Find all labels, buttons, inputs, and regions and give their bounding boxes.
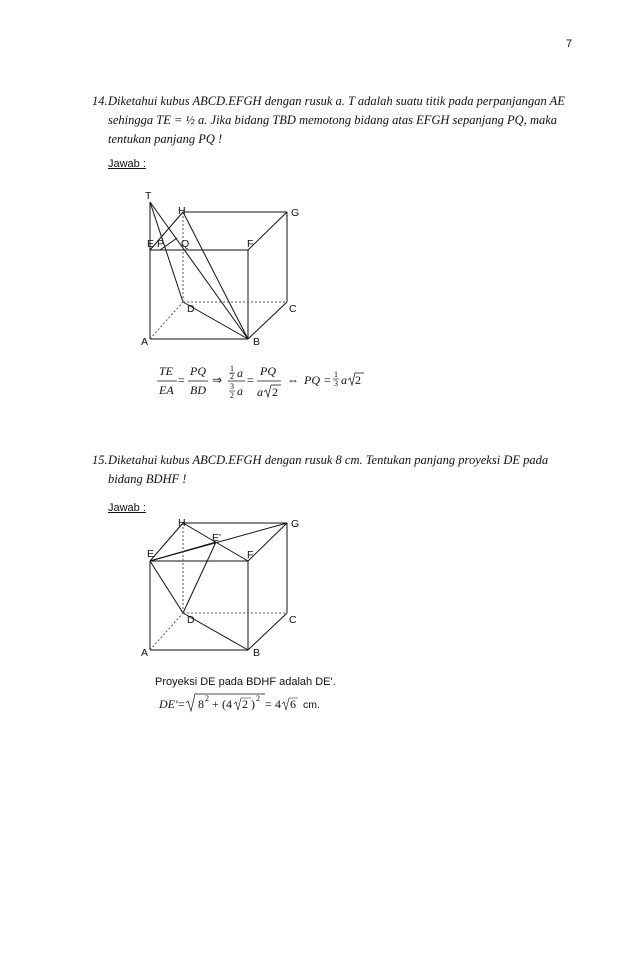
third-num: 1 bbox=[334, 370, 338, 379]
problem-15-formula bbox=[158, 694, 320, 711]
eq-3: = bbox=[324, 373, 331, 387]
label-Q: Q bbox=[181, 238, 190, 250]
frac-te: TE bbox=[159, 364, 174, 378]
frac-pq: PQ bbox=[190, 364, 206, 378]
label-E: E bbox=[147, 548, 155, 560]
problem-15-text: Diketahui kubus ABCD.EFGH dengan rusuk 8 cm. Tentukan panjang proyeksi DE pada bidang BDHF ! bbox=[108, 453, 549, 486]
projection-statement: Proyeksi DE pada BDHF adalah DE'. bbox=[155, 676, 336, 688]
de-prime: DE' bbox=[159, 697, 178, 711]
threehalf-a: a bbox=[237, 384, 243, 398]
eq-a: = bbox=[178, 697, 185, 711]
frac-bd: BD bbox=[190, 383, 206, 397]
implies-sign: ⇒ bbox=[212, 373, 223, 387]
den-root2: 2 bbox=[272, 385, 278, 399]
plus: + bbox=[212, 697, 219, 711]
eq-b: = bbox=[265, 697, 272, 711]
half-a: a bbox=[237, 366, 243, 380]
problem-14-number: 14. bbox=[92, 94, 108, 108]
unit-cm: cm. bbox=[303, 699, 320, 711]
problem-14-text: Diketahui kubus ABCD.EFGH dengan rusuk a. T adalah suatu titik pada perpanjangan AE sehingga TE = ½ a. Jika bidang TBD memotong bidang atas EFGH sepanjang PQ, maka tentukan panjang PQ ! bbox=[108, 94, 565, 146]
label-E: E bbox=[147, 238, 155, 250]
four: 4 bbox=[275, 697, 281, 711]
label-E-prime: E' bbox=[212, 532, 222, 544]
label-B: B bbox=[253, 647, 261, 659]
rparen: ) bbox=[251, 697, 255, 711]
iff-sign: ⇔ bbox=[287, 373, 299, 387]
sq-2: 2 bbox=[256, 694, 260, 703]
label-G: G bbox=[291, 518, 300, 530]
problem-15-number: 15. bbox=[92, 453, 108, 467]
problem-14-jawab: Jawab : bbox=[108, 158, 146, 170]
label-A: A bbox=[141, 647, 149, 659]
label-P: P bbox=[157, 238, 165, 250]
frac-ea: EA bbox=[159, 383, 174, 397]
inner-root2: 2 bbox=[242, 697, 248, 711]
label-H: H bbox=[178, 517, 186, 529]
problem-15-jawab: Jawab : bbox=[108, 502, 146, 514]
sq-1: 2 bbox=[205, 694, 209, 703]
label-A: A bbox=[141, 336, 149, 348]
label-G: G bbox=[291, 207, 300, 219]
result-root2: 2 bbox=[355, 373, 361, 387]
result-pq: PQ bbox=[304, 373, 320, 387]
label-D: D bbox=[187, 614, 195, 626]
eight: 8 bbox=[198, 697, 204, 711]
page-number: 7 bbox=[566, 38, 573, 50]
label-T: T bbox=[145, 190, 152, 202]
label-H: H bbox=[178, 205, 186, 217]
den-a: a bbox=[257, 385, 263, 399]
half-num: 1 bbox=[230, 364, 234, 373]
eq-1: = bbox=[178, 373, 185, 387]
label-C: C bbox=[289, 614, 297, 626]
lparen-four: (4 bbox=[222, 697, 232, 711]
frac-pq2: PQ bbox=[260, 364, 276, 378]
threehalf-den: 2 bbox=[230, 391, 234, 400]
label-B: B bbox=[253, 336, 261, 348]
root6: 6 bbox=[290, 697, 296, 711]
label-F: F bbox=[247, 238, 254, 250]
eq-2: = bbox=[247, 373, 254, 387]
label-C: C bbox=[289, 303, 297, 315]
label-F: F bbox=[247, 549, 254, 561]
result-a: a bbox=[341, 373, 347, 387]
label-D: D bbox=[187, 303, 195, 315]
threehalf-num: 3 bbox=[230, 382, 234, 391]
half-den: 2 bbox=[230, 372, 234, 381]
third-den: 3 bbox=[334, 379, 338, 388]
